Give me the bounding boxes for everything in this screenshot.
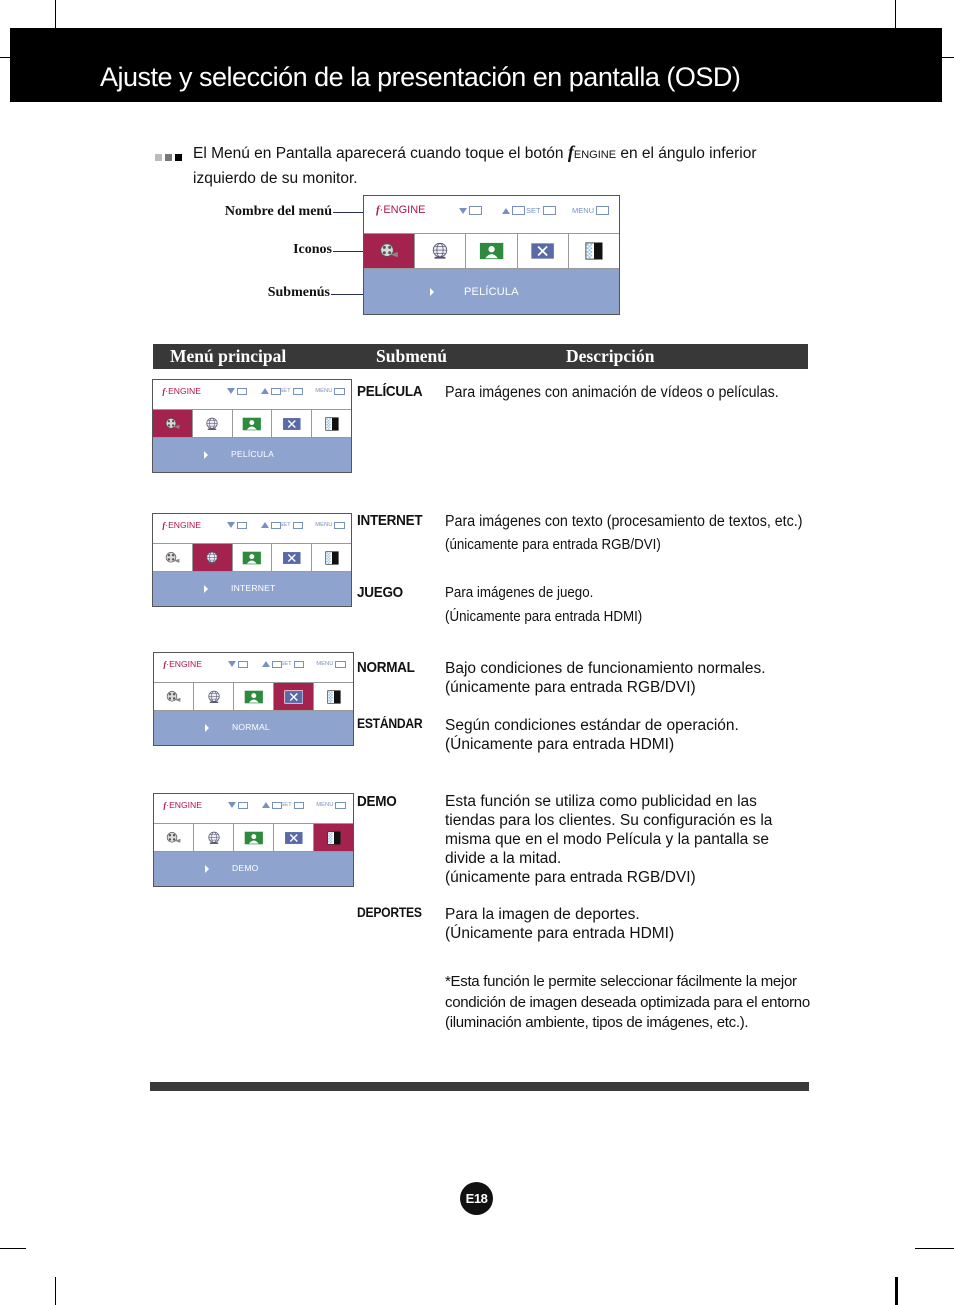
desc-normal-line: (únicamente para entrada RGB/DVI) — [445, 679, 696, 696]
osd-set-control: SET — [279, 522, 303, 529]
osd-submenu-bar — [153, 572, 351, 606]
osd-tab-globe — [194, 683, 234, 710]
crop-mark — [895, 1277, 898, 1305]
desc-deportes-line: (Únicamente para entrada HDMI) — [445, 925, 675, 942]
osd-tab-half-contrast — [314, 683, 353, 710]
osd-up-right-control — [502, 206, 525, 215]
page-number: E18 — [460, 1182, 493, 1215]
x-box-icon — [282, 551, 302, 565]
osd-tab-portrait — [233, 544, 273, 571]
footnote: *Esta función le permite seleccionar fácilmente la mejor condición de imagen deseada optimizada para el entorno (iluminación ambiente, tipos de imágenes, etc.). — [445, 973, 810, 1031]
intro-paragraph — [193, 140, 813, 191]
osd-menu-screenshot-0 — [363, 195, 620, 315]
osd-up-right-control — [262, 802, 282, 809]
desc-internet-line: Para imágenes con texto (procesamiento de textos, etc.) — [445, 513, 803, 530]
half-contrast-icon — [325, 551, 339, 565]
crop-mark — [55, 0, 56, 28]
osd-tab-portrait — [234, 824, 274, 851]
desc-demo-line: (únicamente para entrada RGB/DVI) — [445, 869, 696, 886]
crop-mark — [915, 1248, 954, 1249]
osd-submenu-label: PELÍCULA — [231, 449, 275, 459]
osd-submenu-bar — [364, 269, 619, 314]
osd-up-right-control — [261, 388, 281, 395]
mode-deportes: DEPORTES — [357, 905, 422, 920]
osd-tab-globe — [194, 824, 234, 851]
bottom-rule — [150, 1082, 809, 1091]
desc-demo-line: misma que en el modo Película y la pantalla se — [445, 831, 769, 848]
osd-down-left-control — [227, 522, 247, 529]
desc-demo-line: tiendas para los clientes. Su configuración es la — [445, 812, 773, 829]
osd-set-control: SET — [526, 206, 556, 215]
table-header-main-menu: Menú principal — [170, 346, 287, 366]
crop-mark — [942, 57, 954, 58]
desc-internet-line: (únicamente para entrada RGB/DVI) — [445, 537, 661, 553]
half-contrast-icon — [327, 831, 341, 845]
osd-submenu-bar — [154, 711, 353, 745]
osd-menu-control: MENU — [572, 206, 609, 215]
osd-topbar — [154, 794, 353, 823]
osd-tab-x-box — [518, 234, 569, 268]
callout-line — [333, 212, 363, 213]
mode-normal: NORMAL — [357, 659, 415, 676]
film-reel-icon — [165, 690, 182, 704]
portrait-icon — [242, 417, 262, 431]
osd-tab-film-reel — [153, 410, 193, 437]
desc-juego-line: (Únicamente para entrada HDMI) — [445, 609, 643, 625]
submenu-arrow-icon — [430, 288, 434, 296]
osd-tab-x-box — [272, 544, 312, 571]
osd-icon-row — [154, 682, 353, 711]
osd-tab-x-box — [274, 683, 314, 710]
intro-text-before: El Menú en Pantalla aparecerá cuando toque el botón — [193, 145, 564, 162]
osd-submenu-bar — [153, 438, 351, 472]
x-box-icon — [530, 242, 555, 260]
crop-mark — [0, 57, 10, 58]
mode-juego: JUEGO — [357, 584, 403, 601]
osd-menu-control: MENU — [315, 522, 344, 529]
osd-menu-screenshot-4 — [153, 793, 354, 887]
osd-menu-screenshot-1 — [152, 379, 352, 473]
film-reel-icon — [378, 242, 400, 260]
osd-down-left-control — [227, 388, 247, 395]
desc-demo-line: Esta función se utiliza como publicidad en las — [445, 793, 757, 810]
crop-mark — [0, 1248, 26, 1249]
osd-menu-screenshot-2 — [152, 513, 352, 607]
osd-submenu-label: NORMAL — [232, 722, 270, 732]
bullet-squares — [155, 148, 185, 166]
mode-demo: DEMO — [357, 793, 397, 810]
osd-menu-control: MENU — [316, 802, 345, 809]
fengine-button-label: fENGINE — [567, 142, 617, 162]
x-box-icon — [282, 417, 302, 431]
page-title: Ajuste y selección de la presentación en pantalla (OSD) — [100, 62, 741, 92]
fengine-logo: f·ENGINE — [163, 659, 202, 670]
submenu-arrow-icon — [204, 585, 208, 593]
globe-icon — [205, 417, 219, 431]
globe-icon — [207, 690, 221, 704]
osd-set-control: SET — [279, 388, 303, 395]
osd-submenu-bar — [154, 852, 353, 886]
callout-line — [333, 251, 363, 252]
half-contrast-icon — [327, 690, 341, 704]
osd-tab-film-reel — [154, 683, 194, 710]
osd-tab-globe — [415, 234, 466, 268]
table-header-submenu: Submenú — [376, 346, 448, 366]
fengine-logo: f·ENGINE — [162, 520, 201, 531]
crop-mark — [55, 1277, 56, 1305]
desc-juego-line: Para imágenes de juego. — [445, 585, 594, 601]
portrait-icon — [244, 690, 264, 704]
callout-icons: Iconos — [293, 242, 332, 257]
film-reel-icon — [165, 831, 182, 845]
callout-submenus: Submenús — [267, 285, 330, 300]
osd-tab-half-contrast — [312, 544, 351, 571]
globe-icon — [207, 831, 221, 845]
osd-icon-row — [364, 233, 619, 269]
osd-set-control: SET — [280, 802, 304, 809]
x-box-icon — [284, 831, 304, 845]
portrait-icon — [244, 831, 264, 845]
desc-estandar-line: Según condiciones estándar de operación. — [445, 717, 739, 734]
osd-tab-film-reel — [364, 234, 415, 268]
x-box-icon — [284, 690, 304, 704]
osd-icon-row — [153, 409, 351, 438]
globe-icon — [431, 242, 449, 260]
desc-estandar-line: (Únicamente para entrada HDMI) — [445, 736, 675, 753]
film-reel-icon — [164, 417, 181, 431]
osd-topbar — [153, 514, 351, 543]
osd-tab-film-reel — [153, 544, 193, 571]
table-header-description: Descripción — [566, 346, 655, 366]
mode-pelicula: PELÍCULA — [357, 383, 423, 400]
mode-internet: INTERNET — [357, 512, 423, 529]
osd-submenu-label: DEMO — [232, 863, 259, 873]
osd-tab-half-contrast — [569, 234, 619, 268]
mode-estandar: ESTÁNDAR — [357, 716, 423, 731]
portrait-icon — [242, 551, 262, 565]
osd-topbar — [154, 653, 353, 682]
callout-line — [331, 294, 363, 295]
intro-text-after: en el ángulo inferior izquierdo de su monitor. — [193, 145, 757, 187]
osd-tab-film-reel — [154, 824, 194, 851]
osd-down-left-control — [228, 661, 248, 668]
osd-menu-control: MENU — [315, 388, 344, 395]
desc-normal-line: Bajo condiciones de funcionamiento normales. — [445, 660, 766, 677]
submenu-arrow-icon — [204, 451, 208, 459]
osd-tab-globe — [193, 410, 233, 437]
film-reel-icon — [164, 551, 181, 565]
half-contrast-icon — [325, 417, 339, 431]
desc-deportes-line: Para la imagen de deportes. — [445, 906, 640, 923]
globe-icon — [205, 551, 219, 565]
osd-topbar — [364, 196, 619, 233]
osd-tab-portrait — [233, 410, 273, 437]
osd-menu-screenshot-3 — [153, 652, 354, 746]
osd-submenu-label: PELÍCULA — [464, 285, 519, 298]
fengine-logo: f·ENGINE — [162, 386, 201, 397]
osd-tab-portrait — [234, 683, 274, 710]
fengine-logo: f·ENGINE — [163, 800, 202, 811]
desc-demo-line: divide a la mitad. — [445, 850, 562, 867]
osd-topbar — [153, 380, 351, 409]
fengine-logo: f·ENGINE — [376, 204, 426, 216]
osd-icon-row — [154, 823, 353, 852]
osd-tab-x-box — [274, 824, 314, 851]
fengine-engine-text: ENGINE — [573, 149, 617, 161]
osd-up-right-control — [261, 522, 281, 529]
osd-down-left-control — [459, 206, 482, 215]
osd-up-right-control — [262, 661, 282, 668]
osd-menu-control: MENU — [316, 661, 345, 668]
callout-menu-name: Nombre del menú — [224, 204, 332, 219]
osd-tab-x-box — [272, 410, 312, 437]
osd-set-control: SET — [280, 661, 304, 668]
osd-icon-row — [153, 543, 351, 572]
submenu-arrow-icon — [205, 865, 209, 873]
osd-tab-half-contrast — [314, 824, 353, 851]
osd-tab-half-contrast — [312, 410, 351, 437]
crop-mark — [895, 0, 896, 28]
osd-down-left-control — [228, 802, 248, 809]
portrait-icon — [479, 242, 504, 260]
submenu-arrow-icon — [205, 724, 209, 732]
osd-tab-portrait — [466, 234, 517, 268]
table-header — [153, 344, 808, 369]
osd-submenu-label: INTERNET — [231, 583, 276, 593]
half-contrast-icon — [585, 242, 603, 260]
desc-pelicula-line: Para imágenes con animación de vídeos o películas. — [445, 384, 779, 401]
osd-tab-globe — [193, 544, 233, 571]
